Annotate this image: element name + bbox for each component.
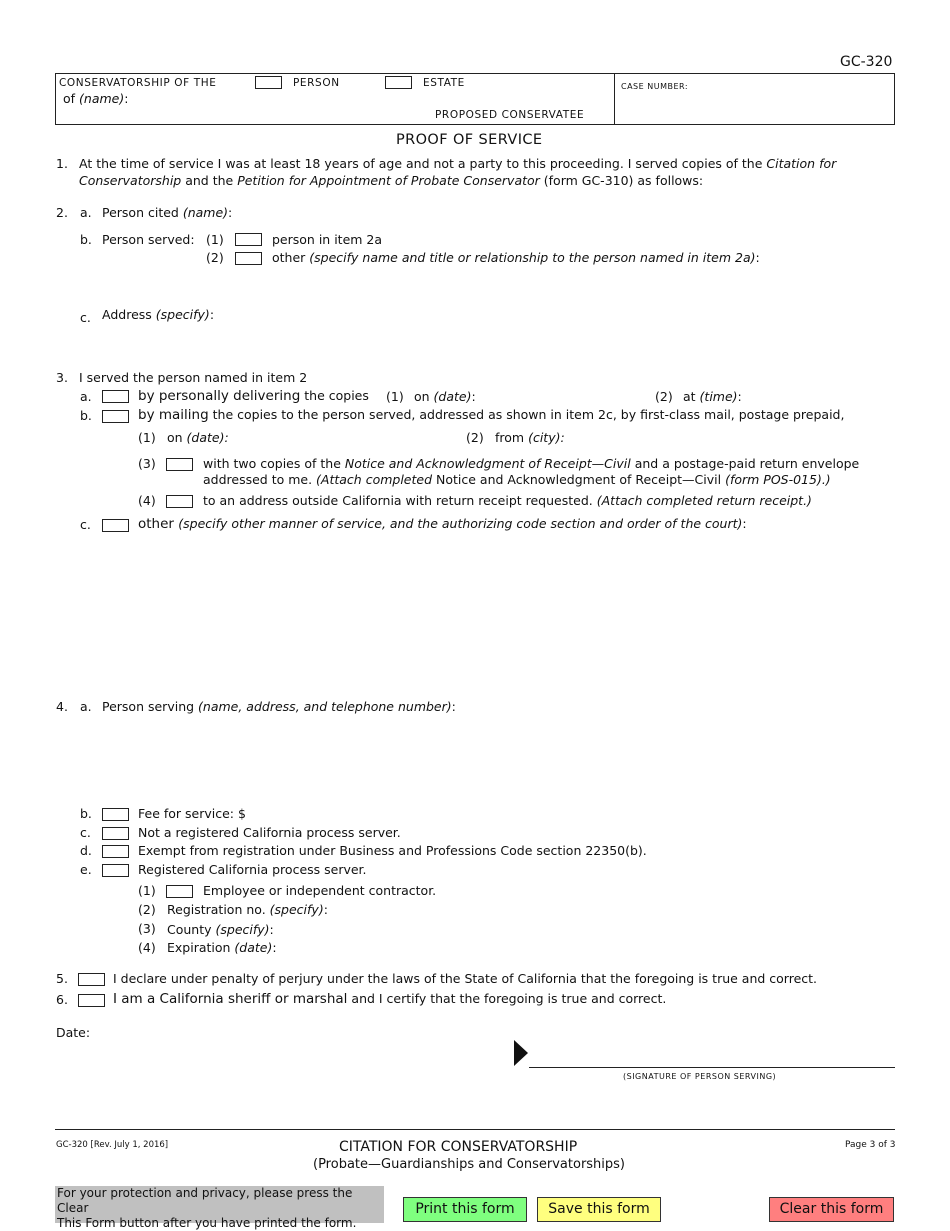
item1-line2: [79, 173, 703, 188]
item3a-copies: the copies: [300, 388, 369, 403]
item3c-letter: c.: [80, 517, 91, 532]
footer-subtitle: (Probate—Guardianships and Conservatorships): [313, 1157, 626, 1172]
item4a-text: [102, 699, 456, 714]
save-form-button[interactable]: Save this form: [537, 1197, 661, 1222]
item4-number: 4.: [56, 699, 68, 714]
item3b2-text: [495, 430, 565, 445]
item6-checkbox[interactable]: [78, 994, 105, 1007]
item3b-letter: b.: [80, 408, 92, 423]
item3c-checkbox[interactable]: [102, 519, 129, 532]
item3b3-line1: [203, 456, 859, 471]
item3a-letter: a.: [80, 389, 92, 404]
item5-number: 5.: [56, 971, 68, 986]
item3a-checkbox[interactable]: [102, 390, 129, 403]
footer-rule: [55, 1129, 895, 1130]
item3c-colon: :: [742, 516, 747, 531]
item4e1-checkbox[interactable]: [166, 885, 193, 898]
proposed-conservatee-label: PROPOSED CONSERVATEE: [435, 109, 585, 121]
item3a1-text: [414, 389, 476, 404]
item6-sheriff: I am a California sheriff or marshal: [113, 991, 348, 1007]
item3b1-text: [167, 430, 229, 445]
item4e-letter: e.: [80, 862, 92, 877]
item1-text-a: At the time of service I was at least 18 years of age and not a party to this proceeding. I served copies of the: [79, 156, 767, 171]
item2b1-num: (1): [206, 232, 224, 247]
item3b4-text: [203, 493, 812, 508]
caption-person-label: PERSON: [293, 77, 340, 89]
item3a-text: [138, 388, 369, 404]
item3b3-form-ref: (form POS-015).): [725, 472, 831, 487]
print-form-button[interactable]: Print this form: [403, 1197, 527, 1222]
item4a-serving: Person serving: [102, 699, 199, 714]
item4e3-hint: (specify): [215, 922, 270, 937]
item3b3-with: with two copies of the: [203, 456, 345, 471]
item5-checkbox[interactable]: [78, 973, 105, 986]
item4a-colon: :: [451, 699, 456, 714]
item3a-delivering: by personally delivering: [138, 388, 301, 404]
item4d-text: Exempt from registration under Business and Professions Code section 22350(b).: [138, 843, 647, 858]
item1-petition: Petition for Appointment of Probate Conservator: [237, 173, 540, 188]
item2a-text: Person cited: [102, 205, 183, 220]
item4b-text: Fee for service: $: [138, 806, 246, 821]
item4a-letter: a.: [80, 699, 92, 714]
item3b3-num: (3): [138, 456, 156, 471]
item2b2-checkbox[interactable]: [235, 252, 262, 265]
item2a-colon: :: [228, 205, 233, 220]
item3c-other: other: [138, 516, 179, 532]
case-number-label: CASE NUMBER:: [621, 82, 689, 91]
item3b3-checkbox[interactable]: [166, 458, 193, 471]
item4e4-text: [167, 940, 277, 955]
item4e3-text: [167, 922, 274, 937]
footer-page: Page 3 of 3: [845, 1140, 896, 1150]
item3b-mailing: by mailing: [138, 407, 209, 423]
footer-revision: GC-320 [Rev. July 1, 2016]: [56, 1140, 169, 1150]
page-title: PROOF OF SERVICE: [396, 132, 543, 148]
item3b1-date-hint: (date):: [186, 430, 229, 445]
caption-of: of: [63, 91, 76, 106]
item3a2-at: at: [683, 389, 700, 404]
item3b1-num: (1): [138, 430, 156, 445]
item2c-hint: (specify): [155, 307, 210, 322]
item3b4-num: (4): [138, 493, 156, 508]
item3-heading: I served the person named in item 2: [79, 370, 308, 385]
item4b-letter: b.: [80, 806, 92, 821]
item3a1-date-hint: (date): [433, 389, 472, 404]
privacy-notice-line2: This Form button after you have printed the form.: [57, 1216, 357, 1230]
item4e3-colon: :: [269, 922, 274, 937]
item3a2-num: (2): [655, 389, 673, 404]
item4e4-expiration: Expiration: [167, 940, 235, 955]
item6-number: 6.: [56, 992, 68, 1007]
item2a-name-hint: (name): [182, 205, 229, 220]
item2b1-text: person in item 2a: [272, 232, 383, 247]
item3c-hint: (specify other manner of service, and the authorizing code section and order of the court): [178, 516, 743, 531]
item1-number: 1.: [56, 156, 68, 171]
item4e4-colon: :: [272, 940, 277, 955]
item3-number: 3.: [56, 370, 68, 385]
item4e-checkbox[interactable]: [102, 864, 129, 877]
item4e1-text: Employee or independent contractor.: [203, 883, 437, 898]
form-code: GC-320: [840, 54, 893, 70]
item6-certify: and I certify that the foregoing is true and correct.: [347, 991, 667, 1006]
item4d-checkbox[interactable]: [102, 845, 129, 858]
item4e2-text: [167, 902, 328, 917]
item1-citation: Citation for: [766, 156, 837, 171]
estate-checkbox[interactable]: [385, 76, 412, 89]
person-checkbox[interactable]: [255, 76, 282, 89]
item2b2-text: [272, 250, 760, 265]
item2b2-colon: :: [755, 250, 760, 265]
item4e2-colon: :: [323, 902, 328, 917]
item4e4-hint: (date): [234, 940, 273, 955]
item3b-text: [138, 407, 844, 423]
item4e2-num: (2): [138, 902, 156, 917]
item4e4-num: (4): [138, 940, 156, 955]
item2b-label: Person served:: [102, 232, 195, 247]
footer-title: CITATION FOR CONSERVATORSHIP: [339, 1139, 578, 1155]
item4e3-county: County: [167, 922, 216, 937]
item2b-letter: b.: [80, 232, 92, 247]
item1-form: (form GC-310) as follows:: [539, 173, 704, 188]
item3b3-notice-title: Notice and Acknowledgment of Receipt—Civil: [436, 472, 726, 487]
item3a1-colon: :: [471, 389, 476, 404]
item4e-text: Registered California process server.: [138, 862, 367, 877]
item3a1-on: on: [414, 389, 434, 404]
item3b4-outside: to an address outside California with return receipt requested.: [203, 493, 597, 508]
item4e2-hint: (specify): [269, 902, 324, 917]
date-label: Date:: [56, 1025, 91, 1040]
item3a1-num: (1): [386, 389, 404, 404]
item4c-letter: c.: [80, 825, 91, 840]
item4b-checkbox[interactable]: [102, 808, 129, 821]
caption-conservatorship-label: CONSERVATORSHIP OF THE: [59, 77, 217, 89]
item3b2-from: from: [495, 430, 529, 445]
item2c-letter: c.: [80, 310, 91, 325]
caption-name-colon: :: [124, 91, 129, 106]
item3b2-city-hint: (city):: [528, 430, 565, 445]
caption-estate-label: ESTATE: [423, 77, 465, 89]
item2b2-other: other: [272, 250, 310, 265]
privacy-notice-line1: For your protection and privacy, please press the Clear: [57, 1186, 353, 1215]
caption-of-name: [63, 91, 128, 106]
item3b3-envelope: and a postage-paid return envelope: [630, 456, 860, 471]
item3b4-attach: (Attach completed return receipt.): [596, 493, 812, 508]
item2b2-hint: (specify name and title or relationship to the person named in item 2a): [309, 250, 756, 265]
item2c-address: Address: [102, 307, 156, 322]
item4c-checkbox[interactable]: [102, 827, 129, 840]
item4e1-num: (1): [138, 883, 156, 898]
item5-text: I declare under penalty of perjury under the laws of the State of California that the foregoing is true and correct.: [113, 971, 818, 986]
privacy-notice: [55, 1186, 384, 1230]
item4d-letter: d.: [80, 843, 92, 858]
item4c-text: Not a registered California process server.: [138, 825, 401, 840]
signature-caption: (SIGNATURE OF PERSON SERVING): [623, 1072, 777, 1081]
item3b3-addressed: addressed to me.: [203, 472, 317, 487]
item2-number: 2.: [56, 205, 68, 220]
item2b2-num: (2): [206, 250, 224, 265]
caption-name-hint: (name): [79, 91, 125, 106]
item3a2-time-hint: (time): [699, 389, 738, 404]
item2b1-checkbox[interactable]: [235, 233, 262, 246]
signature-line[interactable]: [529, 1067, 895, 1068]
item4a-hint: (name, address, and telephone number): [198, 699, 452, 714]
item3b-description: the copies to the person served, addressed as shown in item 2c, by first-class mail, postage prepaid,: [208, 407, 845, 422]
item2c-colon: :: [209, 307, 215, 322]
item4e2-registration: Registration no.: [167, 902, 270, 917]
item1-and: and the: [181, 173, 238, 188]
clear-form-button[interactable]: Clear this form: [769, 1197, 894, 1222]
item3b2-num: (2): [466, 430, 484, 445]
item3b1-on: on: [167, 430, 187, 445]
item3b4-checkbox[interactable]: [166, 495, 193, 508]
item3b3-line2: [203, 472, 831, 487]
item2a-label: [102, 205, 232, 220]
item6-text: [113, 991, 666, 1007]
item3b-checkbox[interactable]: [102, 410, 129, 423]
signature-arrow-icon: [514, 1040, 528, 1066]
item4e3-num: (3): [138, 921, 156, 936]
item3a2-text: [683, 389, 742, 404]
item2c-label: [102, 307, 214, 322]
item3a2-colon: :: [737, 389, 742, 404]
item1-line1: [79, 156, 836, 171]
item1-conservatorship: Conservatorship: [79, 173, 182, 188]
item3b3-attach: (Attach completed: [316, 472, 436, 487]
item3b3-notice: Notice and Acknowledgment of Receipt—Civil: [344, 456, 631, 471]
caption-divider: [614, 73, 615, 125]
item2a-letter: a.: [80, 205, 92, 220]
item3c-text: [138, 516, 747, 532]
